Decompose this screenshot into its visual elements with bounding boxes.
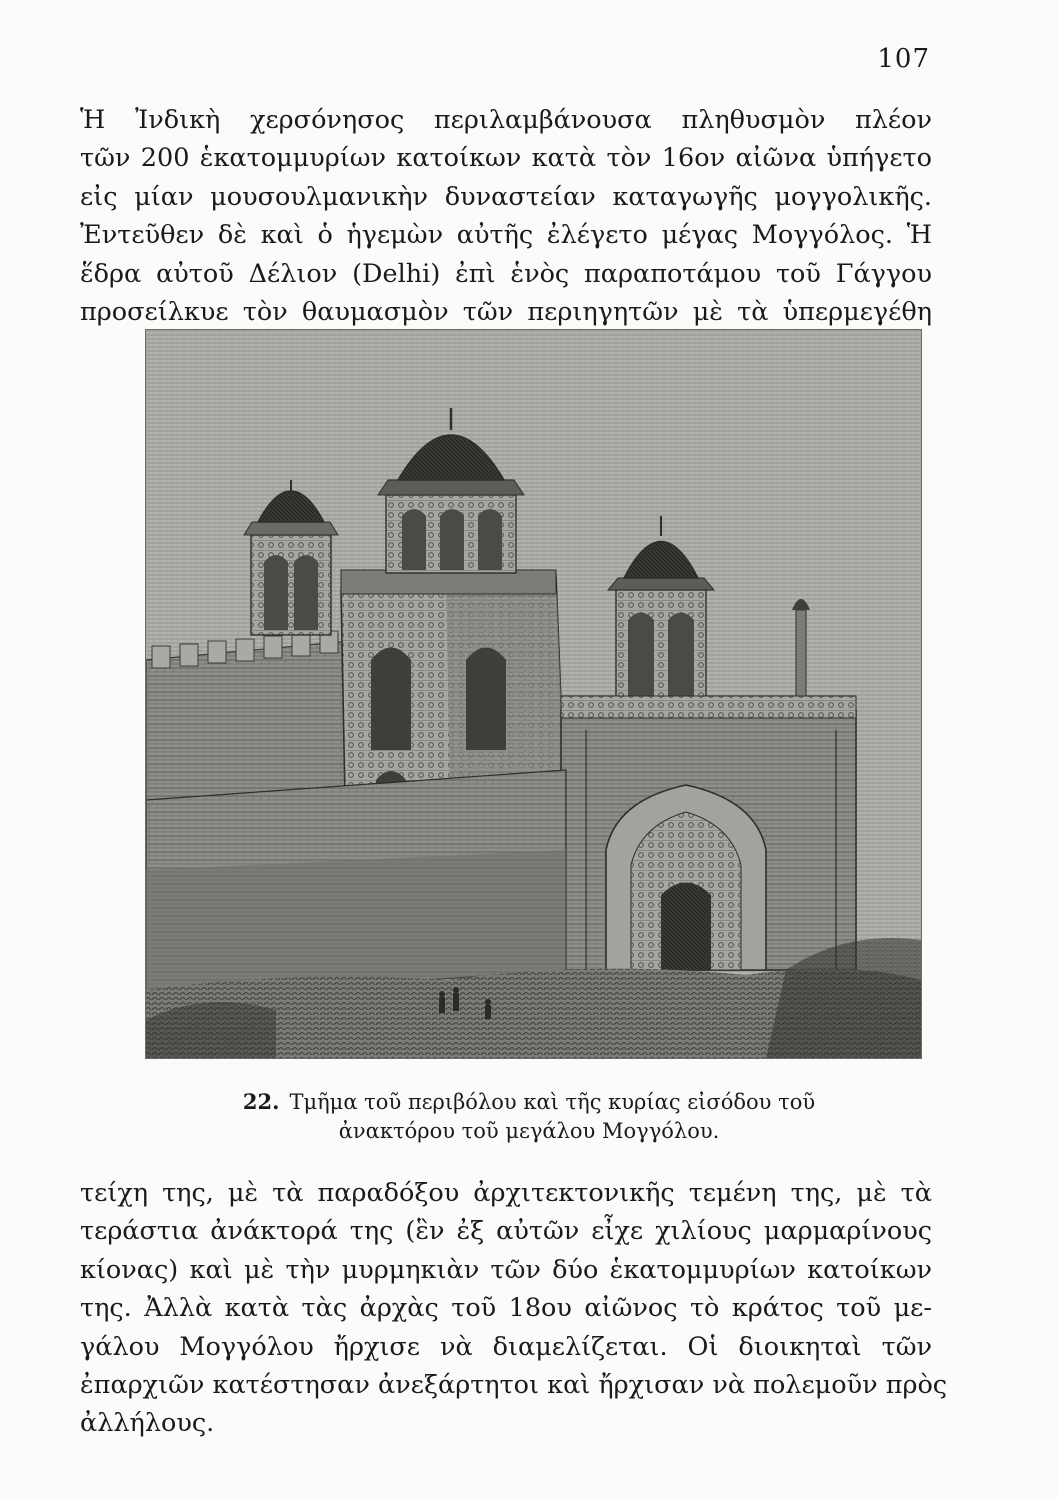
text-line: γάλου Μογγόλου ἤρχισε νὰ διαμελίζεται. Οἱ διοικηταὶ τῶν xyxy=(80,1331,932,1362)
text-line: ἕδρα αὐτοῦ Δέλιον (Delhi) ἐπὶ ἑνὸς παραποτάμου τοῦ Γάγγου xyxy=(80,258,932,289)
text-line: τῶν 200 ἑκατομμυρίων κατοίκων κατὰ τὸν 16ον αἰῶνα ὑπήγετο xyxy=(80,143,932,174)
caption-line-2: ἀνακτόρου τοῦ μεγάλου Μογγόλου. xyxy=(338,1119,720,1143)
text-line: τεράστια ἀνάκτορά της (ἓν ἐξ αὐτῶν εἶχε χιλίους μαρμαρίνους xyxy=(80,1216,932,1247)
text-line: ἐπαρχιῶν κατέστησαν ἀνεξάρτητοι καὶ ἤρχισαν νὰ πολεμοῦν πρὸς xyxy=(80,1370,948,1401)
main-gateway xyxy=(561,696,856,970)
text-line: της. Ἀλλὰ κατὰ τὰς ἀρχὰς τοῦ 18ου αἰῶνος τὸ κράτος τοῦ με- xyxy=(80,1293,932,1324)
caption-line-1 xyxy=(176,1087,882,1117)
left-battlement-wall xyxy=(146,631,366,810)
text-line: τείχη της, μὲ τὰ παραδόξου ἀρχιτεκτονικῆς τεμένη της, μὲ τὰ xyxy=(80,1178,932,1208)
figure-caption xyxy=(176,1087,882,1146)
engraving-mughal-palace-gate xyxy=(145,329,922,1059)
text-line: κίονας) καὶ μὲ τὴν μυρμηκιὰν τῶν δύο ἑκατομμυρίων κατοίκων xyxy=(80,1254,932,1285)
text-line: προσείλκυε τὸν θαυμασμὸν τῶν περιηγητῶν μὲ τὰ ὑπερμεγέθη xyxy=(80,297,932,328)
text-line: Ἐντεῦθεν δὲ καὶ ὁ ἡγεμὼν αὐτῆς ἐλέγετο μέγας Μογγόλος. Ἡ xyxy=(80,220,932,251)
lower-fort-wall xyxy=(146,770,566,1000)
paragraph-bottom xyxy=(80,1174,948,1443)
caption-text: Τμῆμα τοῦ περιβόλου καὶ τῆς κυρίας εἰσόδου τοῦ xyxy=(289,1090,816,1114)
figure-number: 22. xyxy=(242,1089,280,1114)
text-line: Ἡ Ἰνδικὴ χερσόνησος περιλαμβάνουσα πληθυσμὸν πλέον xyxy=(80,105,932,135)
paragraph-top xyxy=(80,101,932,331)
page-number: 107 xyxy=(877,44,930,74)
text-line: εἰς μίαν μουσουλμανικὴν δυναστείαν καταγωγῆς μογγολικῆς. xyxy=(80,181,932,212)
text-line: ἀλλήλους. xyxy=(80,1408,215,1439)
engraving-illustration xyxy=(146,330,921,1058)
